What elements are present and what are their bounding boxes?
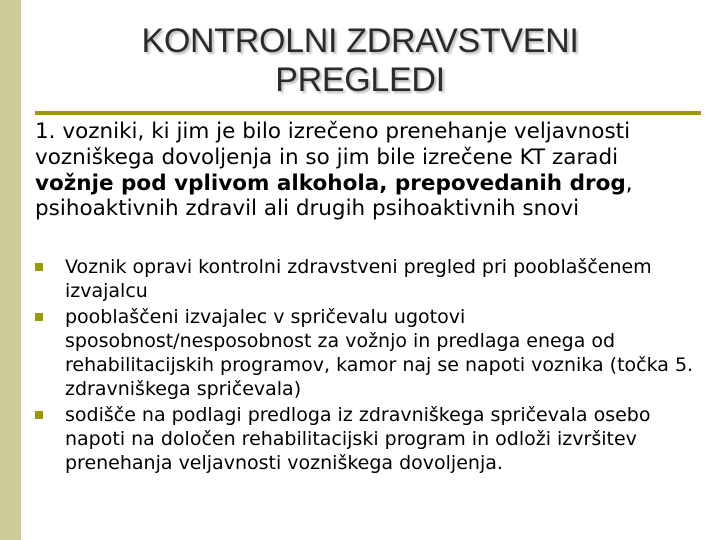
- slide-title: [60, 22, 660, 100]
- bullet-item: [35, 305, 700, 401]
- bullet-text: sodišče na podlagi predloga iz zdravniškega spričevala osebo napoti na določen rehabilitacijski program in odloži izvršitev prenehanja veljavnosti vozniškega dovoljenja.: [65, 404, 651, 474]
- paragraph-text-1: 1. vozniki, ki jim je bilo izrečeno prenehanje veljavnosti vozniškega dovoljenja in so jim bile izrečene KT zaradi: [35, 119, 631, 170]
- bullet-list: [35, 255, 700, 477]
- main-paragraph: [35, 119, 695, 222]
- title-divider: [35, 111, 701, 115]
- square-bullet-icon: [35, 313, 43, 321]
- slide-title-line-2: PREGLEDI: [275, 61, 445, 99]
- paragraph-bold-text: vožnje pod vplivom alkohola, prepovedanih drog: [35, 170, 626, 196]
- paragraph-text-2: , psihoaktivnih zdravil ali drugih psihoaktivnih snovi: [35, 170, 633, 222]
- bullet-item: [35, 255, 700, 303]
- slide-title-line-1: KONTROLNI ZDRAVSTVENI: [141, 22, 579, 60]
- bullet-item: [35, 403, 700, 475]
- square-bullet-icon: [35, 263, 43, 271]
- bullet-text: pooblaščeni izvajalec v spričevalu ugotovi sposobnost/nesposobnost za vožnjo in predlaga enega od rehabilitacijskih programov, kamor naj se napoti voznika (točka 5. zdravniškega spričevala): [65, 306, 694, 400]
- left-decorative-band: [0, 0, 21, 540]
- square-bullet-icon: [35, 411, 43, 419]
- bullet-text: Voznik opravi kontrolni zdravstveni pregled pri pooblaščenem izvajalcu: [65, 256, 652, 302]
